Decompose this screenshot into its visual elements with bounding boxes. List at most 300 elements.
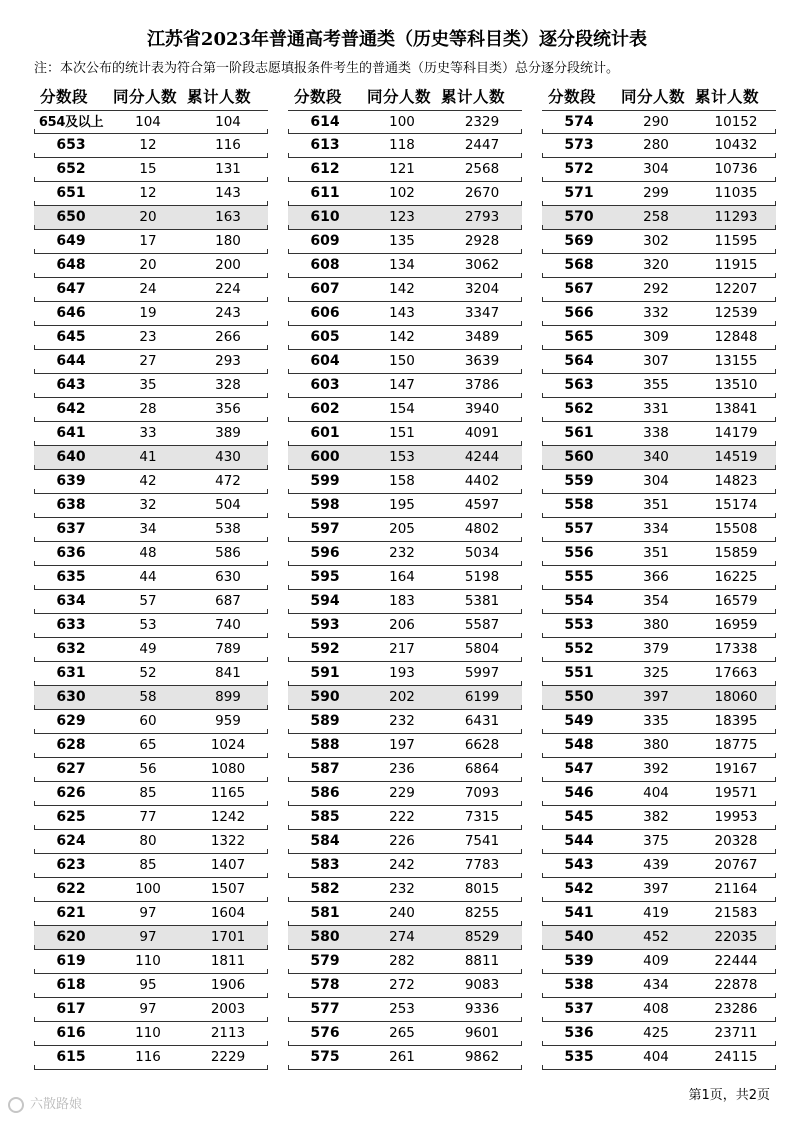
table-row [288,374,522,398]
cumulative-cell: 21164 [714,881,758,897]
score-cell: 576 [310,1025,340,1041]
score-cell: 611 [310,185,340,201]
cumulative-cell: 630 [215,569,241,585]
score-cell: 604 [310,353,340,369]
score-cell: 565 [564,329,594,345]
table-row [542,926,776,950]
score-cell: 540 [564,929,594,945]
cumulative-cell: 17338 [714,641,758,657]
table-row [542,830,776,854]
same-count-cell: 452 [643,929,669,945]
table-row [288,566,522,590]
score-cell: 622 [56,881,86,897]
cumulative-cell: 1242 [210,809,246,825]
table-row [288,614,522,638]
score-cell: 573 [564,137,594,153]
cumulative-cell: 14823 [714,473,758,489]
cumulative-cell: 11293 [714,209,758,225]
same-count-cell: 142 [389,281,415,297]
watermark [8,1096,82,1114]
same-count-cell: 222 [389,809,415,825]
same-count-cell: 397 [643,689,669,705]
table-row [34,902,268,926]
score-cell: 610 [310,209,340,225]
cumulative-cell: 17663 [714,665,758,681]
same-count-cell: 408 [643,1001,669,1017]
cumulative-cell: 899 [215,689,241,705]
same-count-cell: 304 [643,473,669,489]
table-row [288,446,522,470]
same-count-cell: 425 [643,1025,669,1041]
cumulative-cell: 1165 [210,785,246,801]
score-cell: 649 [56,233,86,249]
score-cell: 548 [564,737,594,753]
same-count-cell: 110 [135,1025,161,1041]
same-count-cell: 56 [139,761,157,777]
table-row [288,206,522,230]
table-row [34,926,268,950]
score-cell: 587 [310,761,340,777]
score-cell: 551 [564,665,594,681]
table-row [542,614,776,638]
table-header [542,84,776,110]
cumulative-cell: 243 [215,305,241,321]
score-cell: 544 [564,833,594,849]
table-row [34,302,268,326]
table-column-3 [542,84,776,1070]
cumulative-cell: 2568 [464,161,500,177]
table-row [34,686,268,710]
table-row [34,950,268,974]
score-cell: 635 [56,569,86,585]
cumulative-cell: 2447 [464,137,500,153]
table-row [542,734,776,758]
cumulative-cell: 740 [215,617,241,633]
same-count-cell: 334 [643,521,669,537]
score-cell: 557 [564,521,594,537]
table-row [34,806,268,830]
same-count-cell: 197 [389,737,415,753]
table-row [288,950,522,974]
table-row [542,134,776,158]
cumulative-cell: 131 [215,161,241,177]
header-score: 分数段 [40,88,89,106]
same-count-cell: 307 [643,353,669,369]
table-row [542,782,776,806]
table-row [34,638,268,662]
same-count-cell: 41 [139,449,157,465]
score-cell: 575 [310,1049,340,1065]
score-cell: 578 [310,977,340,993]
table-row [542,110,776,134]
table-row [288,782,522,806]
same-count-cell: 48 [139,545,157,561]
same-count-cell: 382 [643,809,669,825]
same-count-cell: 97 [139,905,157,921]
same-count-cell: 309 [643,329,669,345]
cumulative-cell: 2229 [210,1049,246,1065]
score-cell: 535 [564,1049,594,1065]
table-row [34,254,268,278]
table-row [288,110,522,134]
score-cell: 591 [310,665,340,681]
header-same-count: 同分人数 [367,88,432,106]
score-cell: 615 [56,1049,86,1065]
page-title: 江苏省2023年普通高考普通类（历史等科目类）逐分段统计表 [146,29,648,50]
score-cell: 628 [56,737,86,753]
cumulative-cell: 1906 [210,977,246,993]
cumulative-cell: 7315 [464,809,500,825]
same-count-cell: 123 [389,209,415,225]
score-cell: 566 [564,305,594,321]
cumulative-cell: 11595 [714,233,758,249]
same-count-cell: 229 [389,785,415,801]
score-cell: 598 [310,497,340,513]
cumulative-cell: 2928 [464,233,500,249]
same-count-cell: 265 [389,1025,415,1041]
same-count-cell: 232 [389,881,415,897]
score-cell: 549 [564,713,594,729]
same-count-cell: 380 [643,737,669,753]
cumulative-cell: 18060 [714,689,758,705]
table-row [34,758,268,782]
same-count-cell: 236 [389,761,415,777]
cumulative-cell: 180 [215,233,241,249]
score-cell: 634 [56,593,86,609]
table-row [34,350,268,374]
cumulative-cell: 8529 [464,929,500,945]
cumulative-cell: 2329 [464,114,500,130]
same-count-cell: 20 [139,209,157,225]
same-count-cell: 147 [389,377,415,393]
table-row [288,182,522,206]
same-count-cell: 439 [643,857,669,873]
table-row [542,374,776,398]
same-count-cell: 258 [643,209,669,225]
table-row [34,326,268,350]
table-row [288,974,522,998]
cumulative-cell: 9862 [464,1049,500,1065]
cumulative-cell: 3786 [464,377,500,393]
table-row [34,614,268,638]
cumulative-cell: 14179 [714,425,758,441]
table-column-2 [288,84,522,1070]
score-cell: 594 [310,593,340,609]
cumulative-cell: 15859 [714,545,758,561]
cumulative-cell: 9601 [464,1025,500,1041]
table-row [288,254,522,278]
same-count-cell: 100 [135,881,161,897]
table-row [288,590,522,614]
cumulative-cell: 10736 [714,161,758,177]
table-row [34,566,268,590]
cumulative-cell: 163 [215,209,241,225]
score-cell: 612 [310,161,340,177]
same-count-cell: 261 [389,1049,415,1065]
same-count-cell: 143 [389,305,415,321]
cumulative-cell: 12207 [714,281,758,297]
table-row [34,1022,268,1046]
cumulative-cell: 293 [215,353,241,369]
score-cell: 613 [310,137,340,153]
cumulative-cell: 21583 [714,905,758,921]
cumulative-cell: 16959 [714,617,758,633]
same-count-cell: 240 [389,905,415,921]
score-cell: 536 [564,1025,594,1041]
table-row [288,830,522,854]
score-cell: 577 [310,1001,340,1017]
same-count-cell: 409 [643,953,669,969]
table-row [542,590,776,614]
same-count-cell: 97 [139,929,157,945]
score-cell: 609 [310,233,340,249]
cumulative-cell: 1024 [210,737,246,753]
table-row [288,686,522,710]
cumulative-cell: 22035 [714,929,758,945]
same-count-cell: 23 [139,329,157,345]
score-cell: 558 [564,497,594,513]
score-cell: 632 [56,641,86,657]
cumulative-cell: 1507 [210,881,246,897]
cumulative-cell: 4597 [464,497,500,513]
cumulative-cell: 14519 [714,449,758,465]
cumulative-cell: 22878 [714,977,758,993]
same-count-cell: 392 [643,761,669,777]
table-row [542,662,776,686]
same-count-cell: 202 [389,689,415,705]
table-row [542,446,776,470]
table-row [542,326,776,350]
cumulative-cell: 23286 [714,1001,758,1017]
table-row [288,134,522,158]
cumulative-cell: 20328 [714,833,758,849]
table-row [288,278,522,302]
table-row [288,926,522,950]
score-cell: 633 [56,617,86,633]
same-count-cell: 52 [139,665,157,681]
score-cell: 596 [310,545,340,561]
cumulative-cell: 12848 [714,329,758,345]
table-row [34,446,268,470]
table-note: 注：本次公布的统计表为符合第一阶段志愿填报条件考生的普通类（历史等科目类）总分逐分段统计。 [34,61,620,76]
same-count-cell: 183 [389,593,415,609]
score-cell: 602 [310,401,340,417]
score-cell: 585 [310,809,340,825]
same-count-cell: 12 [139,137,157,153]
same-count-cell: 272 [389,977,415,993]
score-cell: 620 [56,929,86,945]
score-cell: 542 [564,881,594,897]
table-row [34,518,268,542]
cumulative-cell: 6431 [464,713,500,729]
table-column-1 [34,84,268,1070]
score-cell: 624 [56,833,86,849]
score-cell: 571 [564,185,594,201]
score-cell: 638 [56,497,86,513]
score-cell: 614 [310,114,340,130]
cumulative-cell: 16225 [714,569,758,585]
same-count-cell: 110 [135,953,161,969]
score-cell: 553 [564,617,594,633]
table-row [542,158,776,182]
cumulative-cell: 789 [215,641,241,657]
cumulative-cell: 5034 [464,545,500,561]
table-row [542,206,776,230]
same-count-cell: 404 [643,1049,669,1065]
same-count-cell: 17 [139,233,157,249]
table-row [542,470,776,494]
same-count-cell: 354 [643,593,669,609]
score-cell: 545 [564,809,594,825]
cumulative-cell: 19571 [714,785,758,801]
table-row [288,902,522,926]
score-cell: 647 [56,281,86,297]
same-count-cell: 434 [643,977,669,993]
table-row [542,686,776,710]
cumulative-cell: 18775 [714,737,758,753]
score-cell: 595 [310,569,340,585]
table-row [288,758,522,782]
cumulative-cell: 15508 [714,521,758,537]
same-count-cell: 53 [139,617,157,633]
table-row [34,710,268,734]
cumulative-cell: 23711 [714,1025,758,1041]
same-count-cell: 226 [389,833,415,849]
same-count-cell: 282 [389,953,415,969]
table-row [34,158,268,182]
table-row [34,830,268,854]
table-row [288,734,522,758]
same-count-cell: 299 [643,185,669,201]
score-cell: 556 [564,545,594,561]
same-count-cell: 274 [389,929,415,945]
score-cell: 623 [56,857,86,873]
score-cell: 537 [564,1001,594,1017]
same-count-cell: 290 [643,114,669,130]
score-cell: 630 [56,689,86,705]
header-same-count: 同分人数 [621,88,686,106]
same-count-cell: 379 [643,641,669,657]
table-row [34,662,268,686]
same-count-cell: 28 [139,401,157,417]
score-cell: 586 [310,785,340,801]
same-count-cell: 419 [643,905,669,921]
cumulative-cell: 4091 [464,425,500,441]
table-row [288,230,522,254]
cumulative-cell: 9336 [464,1001,500,1017]
score-cell: 650 [56,209,86,225]
cumulative-cell: 8015 [464,881,500,897]
score-cell: 637 [56,521,86,537]
header-cumulative: 累计人数 [695,88,760,106]
table-row [542,566,776,590]
same-count-cell: 134 [389,257,415,273]
cumulative-cell: 16579 [714,593,758,609]
cumulative-cell: 24115 [714,1049,758,1065]
table-row [34,590,268,614]
header-cumulative: 累计人数 [441,88,506,106]
score-cell: 589 [310,713,340,729]
cumulative-cell: 19953 [714,809,758,825]
same-count-cell: 205 [389,521,415,537]
cumulative-cell: 1407 [210,857,246,873]
score-cell: 554 [564,593,594,609]
same-count-cell: 27 [139,353,157,369]
score-cell: 627 [56,761,86,777]
table-row [542,254,776,278]
header-cumulative: 累计人数 [187,88,252,106]
same-count-cell: 19 [139,305,157,321]
cumulative-cell: 8811 [464,953,500,969]
table-row [288,998,522,1022]
cumulative-cell: 22444 [714,953,758,969]
score-cell: 639 [56,473,86,489]
same-count-cell: 57 [139,593,157,609]
score-cell: 601 [310,425,340,441]
table-row [542,974,776,998]
score-cell: 588 [310,737,340,753]
score-cell: 546 [564,785,594,801]
score-cell: 567 [564,281,594,297]
same-count-cell: 153 [389,449,415,465]
same-count-cell: 331 [643,401,669,417]
same-count-cell: 338 [643,425,669,441]
same-count-cell: 320 [643,257,669,273]
same-count-cell: 15 [139,161,157,177]
same-count-cell: 33 [139,425,157,441]
cumulative-cell: 4244 [464,449,500,465]
score-cell: 584 [310,833,340,849]
cumulative-cell: 841 [215,665,241,681]
table-row [542,542,776,566]
same-count-cell: 280 [643,137,669,153]
same-count-cell: 121 [389,161,415,177]
same-count-cell: 304 [643,161,669,177]
table-row [34,230,268,254]
cumulative-cell: 472 [215,473,241,489]
same-count-cell: 292 [643,281,669,297]
score-cell: 599 [310,473,340,489]
cumulative-cell: 5381 [464,593,500,609]
score-cell: 562 [564,401,594,417]
cumulative-cell: 143 [215,185,241,201]
cumulative-cell: 13841 [714,401,758,417]
score-cell: 641 [56,425,86,441]
score-cell: 543 [564,857,594,873]
cumulative-cell: 959 [215,713,241,729]
score-cell: 631 [56,665,86,681]
cumulative-cell: 15174 [714,497,758,513]
cumulative-cell: 11035 [714,185,758,201]
same-count-cell: 85 [139,785,157,801]
same-count-cell: 351 [643,545,669,561]
score-cell: 607 [310,281,340,297]
same-count-cell: 32 [139,497,157,513]
table-row [34,734,268,758]
score-cell: 618 [56,977,86,993]
table-row [34,470,268,494]
table-row [288,662,522,686]
table-row [288,470,522,494]
score-cell: 539 [564,953,594,969]
table-row [34,1046,268,1070]
table-row [542,758,776,782]
score-cell: 579 [310,953,340,969]
same-count-cell: 102 [389,185,415,201]
score-cell: 619 [56,953,86,969]
score-cell: 652 [56,161,86,177]
cumulative-cell: 9083 [464,977,500,993]
